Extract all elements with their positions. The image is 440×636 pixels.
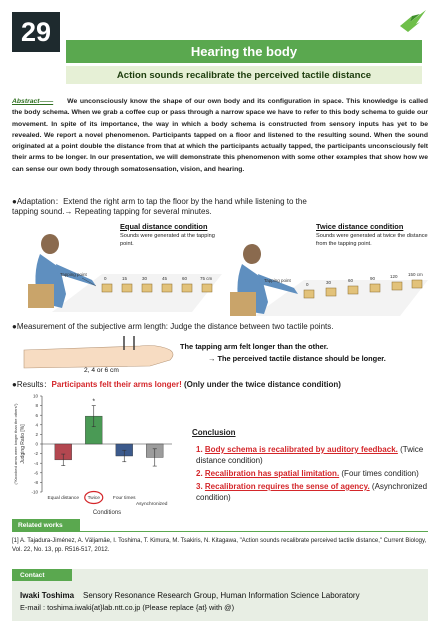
speaker-label: 120 bbox=[390, 274, 398, 279]
speaker-label: 75 cm bbox=[200, 276, 213, 281]
abstract-text: We unconsciously know the shape of our own body and its configuration in space. This knowledge is called the body schema. When we grab a coffee cup or pass through a narrow space we have to refer to this body schema to guide our movement. In spite of its importance, the way in which a body schema is constructed from sensory inputs has yet to be revealed. We report a novel phenomenon. Participants tapped on a floor and listened to the resulting sound. When the sound originated at a point double the distance from that at which the participants actually tapped, the participants unconsciously felt their arms to be longer. In our presentation, we will demonstrate this phenomenon with some other examples that show how we can sense our own body through somatosensation, vision, and hearing. bbox=[12, 98, 428, 173]
speaker-label: 30 bbox=[326, 280, 332, 285]
speaker-label: 0 bbox=[104, 276, 107, 281]
contact-group: Sensory Resonance Research Group, Human Information Science Laboratory bbox=[82, 591, 360, 600]
poster-title: Hearing the body bbox=[66, 40, 422, 63]
person-head bbox=[41, 234, 59, 254]
equal-condition-illustration bbox=[22, 224, 222, 316]
equal-condition-title: Equal distance condition bbox=[120, 222, 208, 231]
speaker-label: 45 bbox=[162, 276, 168, 281]
speaker-label: 90 bbox=[370, 276, 376, 281]
equal-condition-desc: Sounds were generated at the tapping point. bbox=[120, 233, 215, 247]
y-tick-label: -2 bbox=[33, 451, 38, 457]
twice-condition-title: Twice distance condition bbox=[316, 222, 404, 231]
conclusion-title: Conclusion bbox=[192, 428, 236, 437]
speaker-label: 15 bbox=[122, 276, 128, 281]
y-tick-label: 8 bbox=[35, 403, 38, 409]
contact-line1 bbox=[20, 591, 360, 600]
tapping-point-label: Tapping point bbox=[264, 278, 291, 283]
measurement-text: ●Measurement of the subjective arm length: Judge the distance between two tactile points. bbox=[12, 322, 334, 331]
y-tick-label: 0 bbox=[35, 441, 38, 447]
x-tick-label: Four times bbox=[112, 496, 136, 501]
adaptation-line2: tapping sound.→ Repeating tapping for several minutes. bbox=[12, 207, 212, 216]
tapping-point-label: Tapping point bbox=[60, 272, 87, 277]
y-tick-label: 10 bbox=[32, 393, 38, 399]
tactile-distance-label: 2, 4 or 6 cm bbox=[84, 367, 119, 374]
related-works-tab: Related works bbox=[12, 519, 80, 531]
poster-subtitle: Action sounds recalibrate the perceived tactile distance bbox=[66, 66, 422, 84]
speaker-label: 60 bbox=[348, 278, 354, 283]
y-tick-label: 2 bbox=[35, 432, 38, 437]
adaptation-line1: ●Adaptation：Extend the right arm to tap the floor by the hand while listening to the bbox=[12, 197, 307, 206]
conclusion-item: 2. Recalibration has spatial limitation. (Four times condition) bbox=[196, 469, 419, 478]
conclusion-item: 1. Body schema is recalibrated by auditory feedback. (Twice distance condition) bbox=[196, 445, 424, 465]
speaker-label: 0 bbox=[306, 282, 309, 287]
contact-tab: Contact bbox=[12, 569, 72, 581]
related-works-text: [1] A. Tajadura-Jiménez, A. Väljamäe, I. Toshima, T. Kimura, M. Tsakiris, N. Kitagawa, "Action sounds recalibrate perceived tactile distance," Current Biology, Vol. 22, No. 13, pp. R516-517, 2012. bbox=[12, 538, 427, 553]
x-tick-label: Twice bbox=[87, 496, 100, 501]
significance-marker: * bbox=[92, 398, 96, 406]
results-heading: ●Results：Participants felt their arms longer! (Only under the twice distance condition) bbox=[12, 380, 341, 389]
arm-icon bbox=[24, 346, 173, 369]
y-tick-label: -6 bbox=[33, 470, 38, 476]
speaker-label: 60 bbox=[182, 276, 188, 281]
results-chart bbox=[12, 390, 192, 518]
bird-logo-icon bbox=[398, 8, 430, 34]
speaker-label: 30 bbox=[142, 276, 148, 281]
speaker-label: 150 cm bbox=[408, 272, 423, 277]
arm-illustration bbox=[20, 336, 180, 380]
abstract bbox=[12, 96, 428, 175]
related-divider bbox=[12, 531, 428, 532]
y-axis-sublabel: ("Knocked arms were longer than the others") bbox=[13, 403, 18, 485]
poster-number: 29 bbox=[12, 12, 60, 52]
twice-condition-illustration bbox=[224, 240, 428, 320]
y-tick-label: 4 bbox=[35, 422, 38, 428]
contact-email: E-mail : toshima.iwaki{at}lab.ntt.co.jp (Please replace {at} with @) bbox=[20, 603, 235, 612]
twice-condition-desc: Sounds were generated at twice the distance from the tapping point. bbox=[316, 233, 428, 247]
callout-tactile-longer: → The perceived tactile distance should be longer. bbox=[208, 354, 386, 363]
x-axis-label: Conditions bbox=[92, 510, 122, 516]
abstract-label: Abstract―― bbox=[12, 98, 54, 105]
y-tick-label: 6 bbox=[35, 412, 38, 418]
callout-arm-longer: The tapping arm felt longer than the other. bbox=[180, 342, 329, 351]
x-tick-label: Asynchronized bbox=[135, 502, 168, 507]
conclusion-item: 3. Recalibration requires the sense of agency. (Asynchronized condition) bbox=[196, 482, 428, 502]
y-tick-label: -4 bbox=[33, 460, 38, 466]
y-axis-label: Judging Ratio [%] bbox=[20, 424, 26, 464]
x-tick-label: Equal distance bbox=[47, 496, 79, 501]
conclusion-list bbox=[196, 444, 428, 505]
contact-name: Iwaki Toshima bbox=[20, 591, 75, 600]
y-tick-label: -10 bbox=[31, 489, 38, 495]
y-tick-label: -8 bbox=[33, 480, 38, 485]
